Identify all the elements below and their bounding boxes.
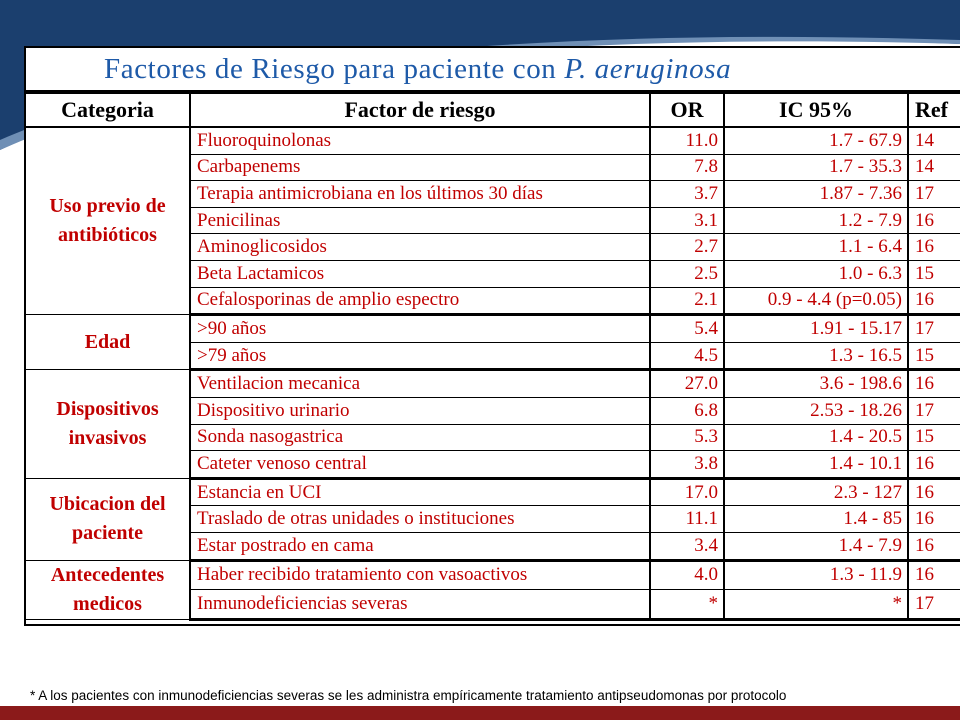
table-row bbox=[26, 478, 960, 506]
or-cell: 2.1 bbox=[650, 287, 724, 315]
ic-cell: * bbox=[724, 590, 908, 620]
or-cell: 11.0 bbox=[650, 127, 724, 154]
ref-cell: 15 bbox=[908, 260, 960, 287]
ic-cell: 1.3 - 16.5 bbox=[724, 342, 908, 370]
ic-cell: 1.4 - 85 bbox=[724, 506, 908, 533]
ref-cell: 16 bbox=[908, 370, 960, 398]
ic-cell: 1.87 - 7.36 bbox=[724, 181, 908, 208]
ref-cell: 17 bbox=[908, 397, 960, 424]
category-cell: Ubicacion del paciente bbox=[26, 478, 190, 560]
factor-cell: Carbapenems bbox=[190, 154, 650, 181]
ic-cell: 1.4 - 7.9 bbox=[724, 532, 908, 560]
or-cell: 2.5 bbox=[650, 260, 724, 287]
ref-cell: 16 bbox=[908, 287, 960, 315]
or-cell: 5.3 bbox=[650, 424, 724, 451]
header-ref: Ref bbox=[908, 93, 960, 127]
factor-cell: >90 años bbox=[190, 315, 650, 343]
factor-cell: Aminoglicosidos bbox=[190, 234, 650, 261]
header-ic: IC 95% bbox=[724, 93, 908, 127]
risk-factor-table bbox=[26, 92, 960, 621]
ic-cell: 1.7 - 67.9 bbox=[724, 127, 908, 154]
ic-cell: 2.3 - 127 bbox=[724, 478, 908, 506]
bottom-bar bbox=[0, 706, 960, 720]
table-row bbox=[26, 315, 960, 343]
ref-cell: 16 bbox=[908, 451, 960, 479]
category-cell: Edad bbox=[26, 315, 190, 370]
ref-cell: 16 bbox=[908, 234, 960, 261]
or-cell: * bbox=[650, 590, 724, 620]
or-cell: 11.1 bbox=[650, 506, 724, 533]
or-cell: 3.7 bbox=[650, 181, 724, 208]
ref-cell: 17 bbox=[908, 181, 960, 208]
table-header-row bbox=[26, 93, 960, 127]
table-title-species: P. aeruginosa bbox=[564, 52, 732, 85]
ref-cell: 15 bbox=[908, 342, 960, 370]
or-cell: 4.0 bbox=[650, 560, 724, 590]
or-cell: 27.0 bbox=[650, 370, 724, 398]
ref-cell: 14 bbox=[908, 154, 960, 181]
table-title-main: Factores de Riesgo para paciente con bbox=[104, 52, 557, 85]
factor-cell: Terapia antimicrobiana en los últimos 30 días bbox=[190, 181, 650, 208]
factor-cell: Haber recibido tratamiento con vasoactivos bbox=[190, 560, 650, 590]
factor-cell: Estancia en UCI bbox=[190, 478, 650, 506]
ref-cell: 16 bbox=[908, 532, 960, 560]
category-cell: Antecedentes medicos bbox=[26, 560, 190, 619]
factor-cell: >79 años bbox=[190, 342, 650, 370]
ref-cell: 15 bbox=[908, 424, 960, 451]
table-row bbox=[26, 127, 960, 154]
table-title bbox=[26, 48, 960, 92]
ic-cell: 1.7 - 35.3 bbox=[724, 154, 908, 181]
or-cell: 6.8 bbox=[650, 397, 724, 424]
table-row bbox=[26, 560, 960, 590]
or-cell: 3.1 bbox=[650, 207, 724, 234]
category-cell: Uso previo de antibióticos bbox=[26, 127, 190, 315]
ref-cell: 14 bbox=[908, 127, 960, 154]
ic-cell: 1.0 - 6.3 bbox=[724, 260, 908, 287]
category-cell: Dispositivos invasivos bbox=[26, 370, 190, 478]
ref-cell: 16 bbox=[908, 560, 960, 590]
or-cell: 2.7 bbox=[650, 234, 724, 261]
ic-cell: 1.1 - 6.4 bbox=[724, 234, 908, 261]
ic-cell: 1.4 - 10.1 bbox=[724, 451, 908, 479]
ref-cell: 17 bbox=[908, 590, 960, 620]
factor-cell: Cefalosporinas de amplio espectro bbox=[190, 287, 650, 315]
header-or: OR bbox=[650, 93, 724, 127]
or-cell: 17.0 bbox=[650, 478, 724, 506]
ic-cell: 1.91 - 15.17 bbox=[724, 315, 908, 343]
header-categoria: Categoria bbox=[26, 93, 190, 127]
risk-factor-table-frame bbox=[24, 46, 960, 626]
ic-cell: 0.9 - 4.4 (p=0.05) bbox=[724, 287, 908, 315]
ic-cell: 1.2 - 7.9 bbox=[724, 207, 908, 234]
or-cell: 3.8 bbox=[650, 451, 724, 479]
or-cell: 4.5 bbox=[650, 342, 724, 370]
factor-cell: Sonda nasogastrica bbox=[190, 424, 650, 451]
or-cell: 3.4 bbox=[650, 532, 724, 560]
factor-cell: Estar postrado en cama bbox=[190, 532, 650, 560]
factor-cell: Traslado de otras unidades o instituciones bbox=[190, 506, 650, 533]
ref-cell: 17 bbox=[908, 315, 960, 343]
or-cell: 7.8 bbox=[650, 154, 724, 181]
ref-cell: 16 bbox=[908, 478, 960, 506]
header-factor: Factor de riesgo bbox=[190, 93, 650, 127]
factor-cell: Dispositivo urinario bbox=[190, 397, 650, 424]
factor-cell: Beta Lactamicos bbox=[190, 260, 650, 287]
factor-cell: Inmunodeficiencias severas bbox=[190, 590, 650, 620]
ic-cell: 3.6 - 198.6 bbox=[724, 370, 908, 398]
factor-cell: Ventilacion mecanica bbox=[190, 370, 650, 398]
table-body bbox=[26, 127, 960, 619]
ic-cell: 1.4 - 20.5 bbox=[724, 424, 908, 451]
table-row bbox=[26, 370, 960, 398]
factor-cell: Cateter venoso central bbox=[190, 451, 650, 479]
factor-cell: Fluoroquinolonas bbox=[190, 127, 650, 154]
ic-cell: 1.3 - 11.9 bbox=[724, 560, 908, 590]
ic-cell: 2.53 - 18.26 bbox=[724, 397, 908, 424]
ref-cell: 16 bbox=[908, 506, 960, 533]
or-cell: 5.4 bbox=[650, 315, 724, 343]
factor-cell: Penicilinas bbox=[190, 207, 650, 234]
ref-cell: 16 bbox=[908, 207, 960, 234]
footnote: * A los pacientes con inmunodeficiencias severas se les administra empíricamente tratamiento antipseudomonas por protocolo bbox=[30, 688, 787, 703]
